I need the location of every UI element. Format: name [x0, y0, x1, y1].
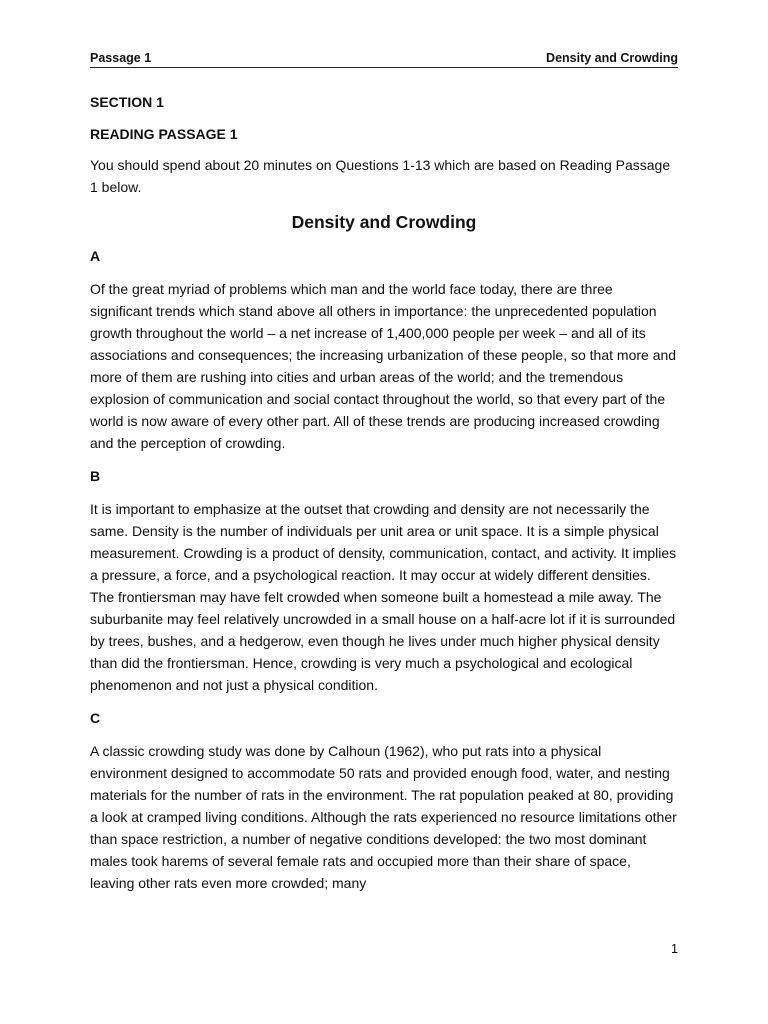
paragraph-a: Of the great myriad of problems which man and the world face today, there are three significant trends which stand above all others in importance: the unprecedented population growth throughout the world – a net increase of 1,400,000 people per week – and all of its associations and consequences; the increasing urbanization of these people, so that more and more of them are rushing into cities and urban areas of the world; and the tremendous explosion of communication and social contact throughout the world, so that every part of the world is now aware of every other part. All of these trends are producing increased crowding and the perception of crowding. [90, 281, 677, 451]
paragraph-b: It is important to emphasize at the outset that crowding and density are not necessarily the same. Density is the number of individuals per unit area or unit space. It is a simple physical measurement. Crowding is a product of density, communication, contact, and activity. It implies a pressure, a force, and a psychological reaction. It may occur at widely different densities. The frontiersman may have felt crowded when someone built a homestead a mile away. The suburbanite may feel relatively uncrowded in a small house on a half-acre lot if it is surrounded by trees, bushes, and a hedgerow, even though he lives under much higher physical density than did the frontiersman. Hence, crowding is very much a psychological and ecological phenomenon and not just a physical condition. [90, 501, 677, 693]
section-heading: SECTION 1 [90, 94, 164, 110]
header-right: Density and Crowding [546, 51, 678, 65]
running-header [90, 47, 678, 68]
reading-passage-heading: READING PASSAGE 1 [90, 126, 238, 142]
paragraph-letter-c: C [90, 710, 101, 726]
instructions: You should spend about 20 minutes on Questions 1-13 which are based on Reading Passage 1 below. [90, 157, 671, 195]
passage-title: Density and Crowding [291, 212, 477, 232]
document-page [90, 0, 678, 1024]
page-number: 1 [671, 942, 678, 956]
paragraph-letter-a: A [90, 248, 101, 264]
document-body [90, 92, 678, 894]
paragraph-letter-b: B [90, 468, 101, 484]
paragraph-c: A classic crowding study was done by Calhoun (1962), who put rats into a physical environment designed to accommodate 50 rats and provided enough food, water, and nesting materials for the number of rats in the environment. The rat population peaked at 80, providing a look at cramped living conditions. Although the rats experienced no resource limitations other than space restriction, a number of negative conditions developed: the two most dominant males took harems of several female rats and occupied more than their share of space, leaving other rats even more crowded; many [90, 743, 677, 891]
header-left: Passage 1 [90, 51, 152, 65]
